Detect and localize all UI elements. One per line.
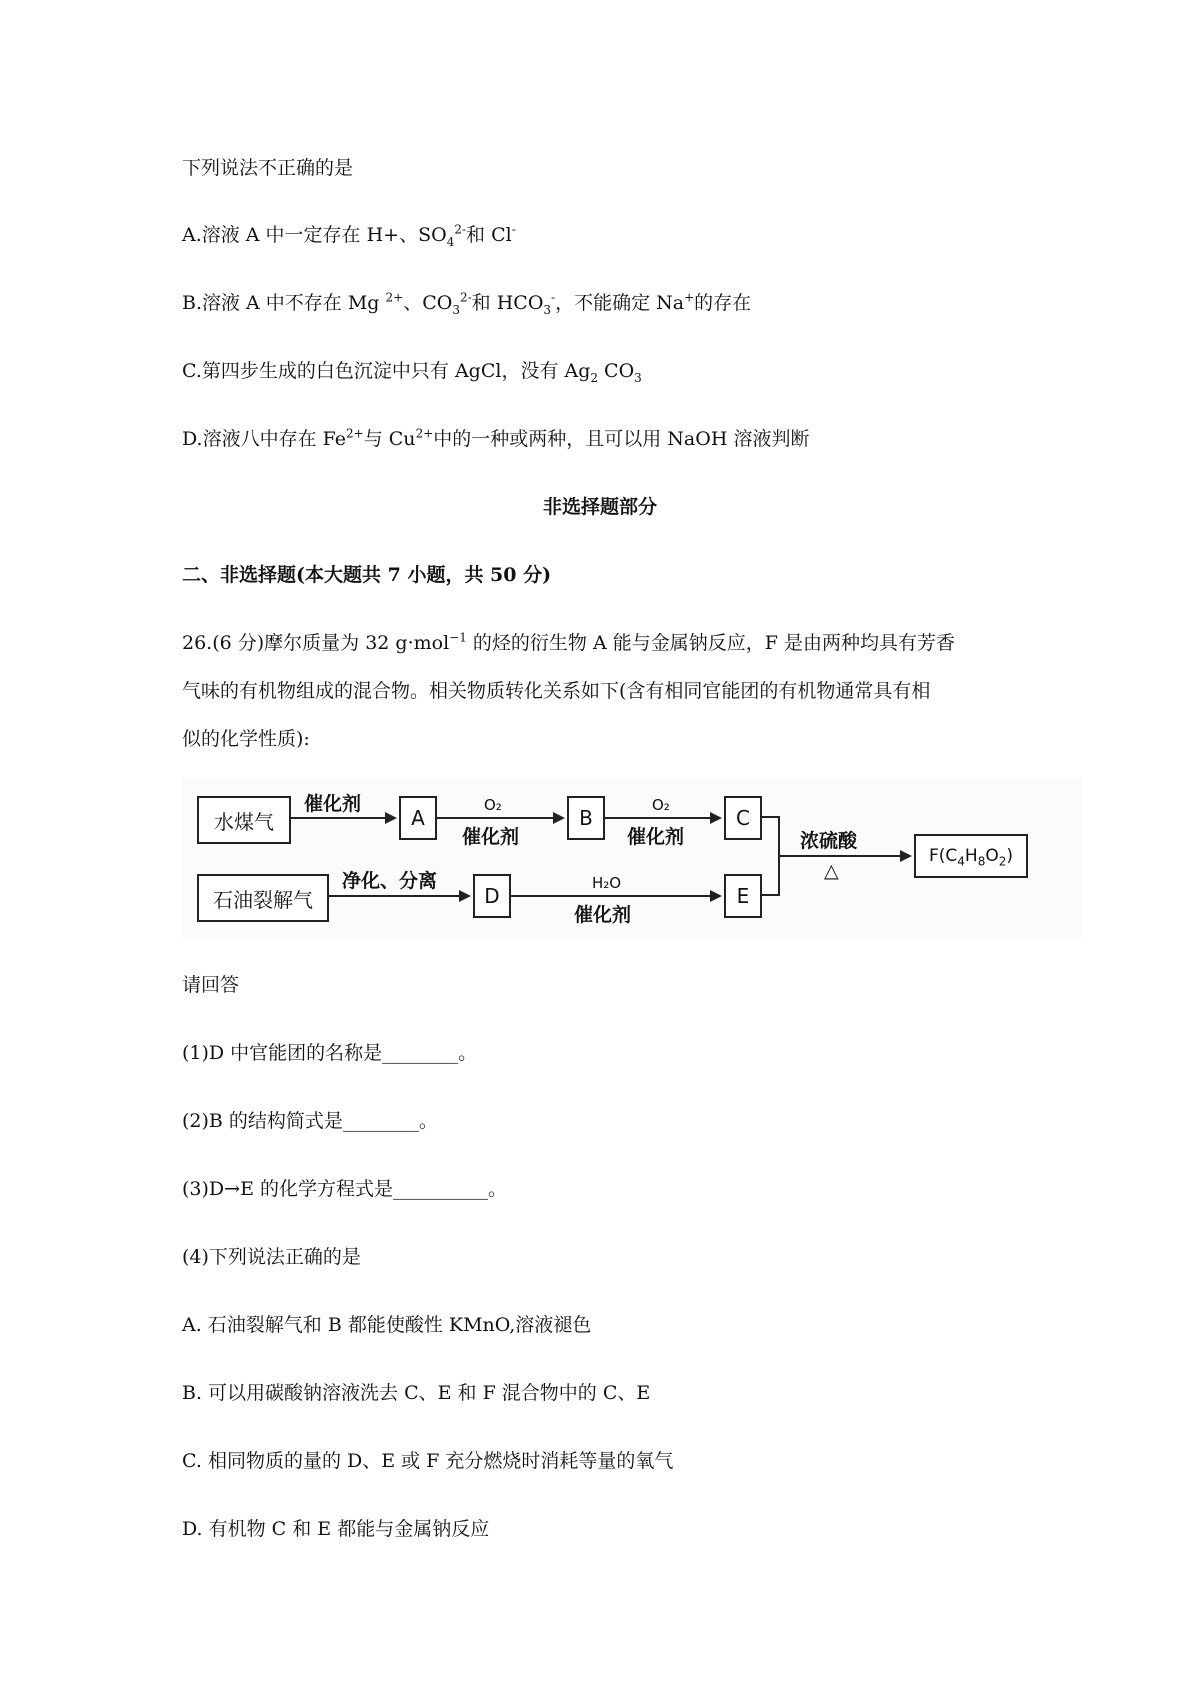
section-title: 二、非选择题(本大题共 7 小题，共 50 分) — [182, 564, 552, 586]
option-a-sup2: - — [511, 222, 516, 237]
node-b — [567, 796, 605, 840]
arrow-head-4 — [459, 890, 471, 902]
q26-line3: 似的化学性质): — [182, 728, 310, 750]
option-c — [182, 358, 642, 384]
question-stem — [182, 155, 353, 181]
arrow-line-2 — [435, 817, 557, 819]
q26-line1-b: 的烃的衍生物 A 能与金属钠反应，F 是由两种均具有芳香 — [466, 632, 955, 654]
node-a-label: A — [411, 806, 425, 830]
arrow-line-3 — [603, 817, 714, 819]
node-f-sub3: 2 — [998, 854, 1007, 869]
node-f-part2: H — [964, 846, 978, 866]
subq4-option-a: A. 石油裂解气和 B 都能使酸性 KMnO,溶液褪色 — [182, 1314, 592, 1336]
option-b-text4: ，不能确定 Na — [555, 292, 685, 314]
node-e — [724, 874, 762, 918]
option-d-sup: 2+ — [346, 426, 364, 441]
option-b — [182, 290, 751, 316]
node-f-label — [928, 846, 1014, 869]
label-purify: 净化、分离 — [342, 870, 438, 892]
label-h2o: H₂O — [592, 874, 622, 892]
node-f — [914, 834, 1028, 878]
node-f-part3: O — [985, 846, 999, 866]
arrow-head-5 — [710, 890, 722, 902]
connector-c — [760, 816, 780, 818]
option-d-text: D.溶液八中存在 Fe — [182, 428, 347, 450]
node-water-gas — [197, 796, 291, 844]
option-b-text: B.溶液 A 中不存在 Mg — [182, 292, 386, 314]
label-o2-1: O₂ — [484, 796, 502, 814]
node-b-label: B — [579, 806, 593, 830]
subq-4: (4)下列说法正确的是 — [182, 1246, 361, 1268]
subq-1: (1)D 中官能团的名称是________。 — [182, 1042, 478, 1064]
arrow-line-6 — [778, 855, 904, 857]
node-c — [724, 796, 762, 840]
arrow-head-3 — [710, 812, 722, 824]
node-e-label: E — [736, 884, 750, 908]
subq-3: (3)D→E 的化学方程式是__________。 — [182, 1178, 507, 1200]
option-b-sub3: 3 — [543, 302, 552, 317]
option-b-text2: 、CO — [403, 292, 453, 314]
connector-e — [760, 894, 780, 896]
q26-line1 — [182, 630, 955, 656]
arrow-line-1 — [289, 817, 389, 819]
option-a-sub: 4 — [446, 234, 455, 249]
option-c-text2: CO — [598, 360, 635, 382]
label-o2-2: O₂ — [652, 796, 670, 814]
option-b-sup: 2+ — [385, 290, 404, 305]
node-f-part1: F(C — [928, 846, 958, 866]
subq4-option-d: D. 有机物 C 和 E 都能与金属钠反应 — [182, 1518, 490, 1540]
option-b-sup3: - — [551, 290, 556, 305]
reaction-diagram — [182, 778, 1082, 938]
node-a — [399, 796, 437, 840]
node-d — [473, 874, 511, 918]
node-c-label: C — [736, 806, 750, 830]
subq4-option-c: C. 相同物质的量的 D、E 或 F 充分燃烧时消耗等量的氧气 — [182, 1450, 674, 1472]
arrow-head-1 — [385, 812, 397, 824]
option-b-sup2: 2- — [459, 290, 472, 305]
arrow-head-2 — [553, 812, 565, 824]
option-a-text: A.溶液 A 中一定存在 H+、SO — [182, 224, 447, 246]
option-d-sup2: 2+ — [415, 426, 434, 441]
option-a-sup: 2- — [454, 222, 467, 237]
node-cracked-gas — [197, 874, 329, 922]
label-conc-h2so4: 浓硫酸 — [800, 830, 858, 852]
subq-2: (2)B 的结构简式是________。 — [182, 1110, 438, 1132]
stem-text: 下列说法不正确的是 — [182, 157, 354, 179]
node-cracked-gas-label: 石油裂解气 — [213, 887, 313, 912]
label-catalyst-3: 催化剂 — [574, 904, 632, 926]
option-d-text2: 与 Cu — [363, 428, 416, 450]
option-b-text3: 和 HCO — [471, 292, 544, 314]
option-c-sub: 2 — [590, 370, 599, 385]
option-a-text2: 和 Cl — [466, 224, 512, 246]
label-catalyst-2: 催化剂 — [627, 826, 685, 848]
please-answer: 请回答 — [182, 974, 240, 996]
node-water-gas-label: 水煤气 — [214, 809, 274, 834]
q26-line2: 气味的有机物组成的混合物。相关物质转化关系如下(含有相同官能团的有机物通常具有相 — [182, 680, 931, 702]
q26-line1-a: 26.(6 分)摩尔质量为 32 g·mol — [182, 632, 450, 654]
arrow-line-4 — [327, 895, 463, 897]
label-heat: △ — [824, 860, 839, 882]
option-c-text: C.第四步生成的白色沉淀中只有 AgCl，没有 Ag — [182, 360, 591, 382]
label-catalyst-top: 催化剂 — [304, 793, 362, 815]
option-c-sub2: 3 — [634, 370, 642, 385]
option-b-sub2: 3 — [452, 302, 460, 317]
subq4-option-b: B. 可以用碳酸钠溶液洗去 C、E 和 F 混合物中的 C、E — [182, 1382, 651, 1404]
option-a — [182, 222, 516, 248]
arrow-line-5 — [509, 895, 714, 897]
q26-line1-sup: −1 — [449, 630, 467, 645]
node-f-part4: ) — [1006, 846, 1014, 866]
option-d — [182, 426, 809, 452]
node-f-sub1: 4 — [957, 854, 965, 869]
option-d-text3: 中的一种或两种，且可以用 NaOH 溶液判断 — [433, 428, 810, 450]
option-b-sup4: + — [684, 290, 695, 305]
node-d-label: D — [484, 884, 500, 908]
label-catalyst-1: 催化剂 — [462, 826, 520, 848]
arrow-head-6 — [900, 850, 912, 862]
option-b-text5: 的存在 — [694, 292, 752, 314]
node-f-sub2: 8 — [977, 854, 986, 869]
section-heading: 非选择题部分 — [542, 496, 657, 518]
